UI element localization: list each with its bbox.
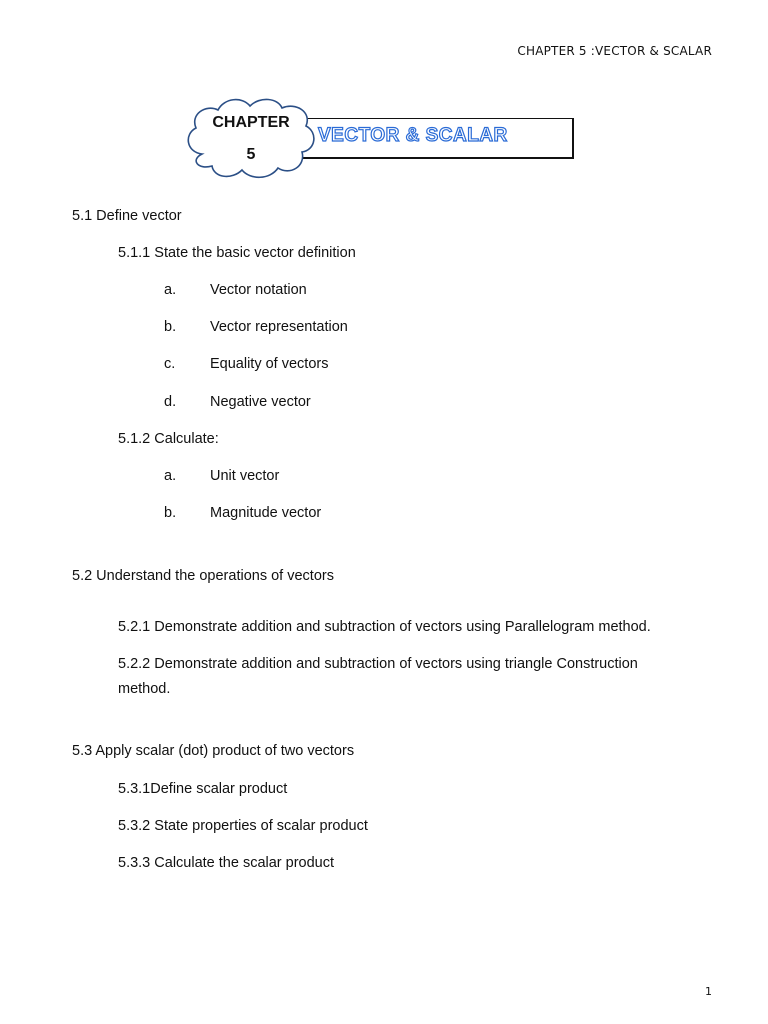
subsection-5-3-1: 5.3.1Define scalar product [118,781,288,797]
list-item-letter: a. [164,282,177,298]
list-item: Vector notation [210,282,307,298]
list-item: Vector representation [210,319,348,335]
subsection-5-2-1: 5.2.1 Demonstrate addition and subtraction of vectors using Parallelogram method. [118,619,651,635]
subsection-5-2-2-continued: method. [118,681,171,697]
page-number: 1 [705,985,712,998]
list-item-letter: a. [164,468,177,484]
cloud-shape [180,92,320,184]
subsection-5-3-2: 5.3.2 State properties of scalar product [118,818,368,834]
list-item: Negative vector [210,394,311,410]
subsection-5-1-2: 5.1.2 Calculate: [118,431,219,447]
cloud-label-chapter: CHAPTER [212,114,290,131]
list-item-letter: d. [164,394,177,410]
chapter-title: VECTOR & SCALAR [318,125,508,146]
list-item: Equality of vectors [210,356,329,372]
list-item: Magnitude vector [210,505,322,521]
chapter-banner [180,92,580,184]
subsection-5-2-2: 5.2.2 Demonstrate addition and subtraction of vectors using triangle Construction [118,656,638,672]
section-5-2: 5.2 Understand the operations of vectors [72,568,334,584]
list-item-letter: b. [164,319,177,335]
running-header: CHAPTER 5 :VECTOR & SCALAR [517,44,712,58]
list-item-letter: c. [164,356,176,372]
section-5-3: 5.3 Apply scalar (dot) product of two vectors [72,743,355,759]
cloud-label-number: 5 [246,146,256,163]
subsection-5-1-1: 5.1.1 State the basic vector definition [118,245,356,261]
subsection-5-3-3: 5.3.3 Calculate the scalar product [118,855,335,871]
list-item-letter: b. [164,505,177,521]
list-item: Unit vector [210,468,280,484]
section-5-1: 5.1 Define vector [72,208,182,224]
